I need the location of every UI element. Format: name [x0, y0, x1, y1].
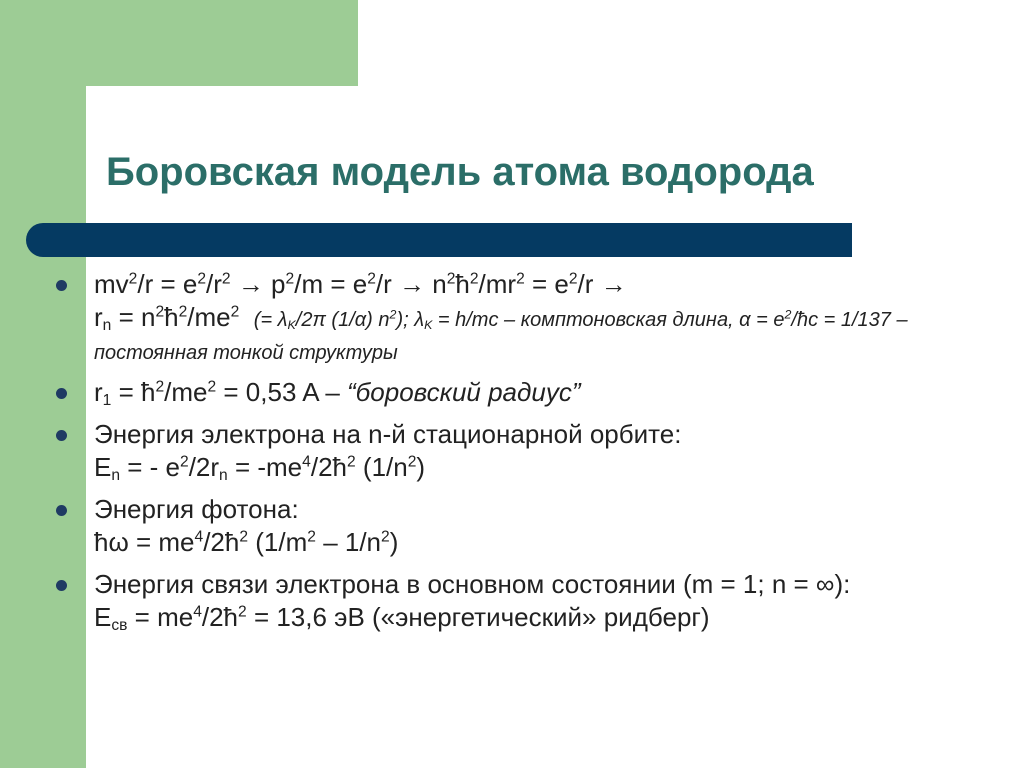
- bullet-item-orbit-condition: [50, 268, 1000, 367]
- formula-line: [94, 451, 1000, 484]
- bullet-dot-icon: [56, 580, 67, 591]
- formula-text: r: [94, 377, 103, 407]
- note-text: (= λ: [253, 309, 288, 331]
- item-text: Энергия электрона на n-й стационарной орбите:: [94, 419, 682, 449]
- bohr-radius-quote: “боровский радиус”: [347, 377, 581, 407]
- superscript: 2: [516, 270, 525, 288]
- formula-text: /r → n: [375, 269, 447, 299]
- superscript: 2: [221, 270, 231, 288]
- superscript: 2: [367, 270, 376, 288]
- superscript: 4: [302, 453, 311, 471]
- formula-text: /r = e: [137, 269, 198, 299]
- subscript: K: [287, 318, 296, 333]
- note-text: /ħc = 1/137 – постоянная тонкой структуры: [94, 309, 908, 364]
- formula-text: = e: [524, 269, 569, 299]
- superscript: 2: [381, 528, 390, 546]
- formula-line: [94, 301, 1000, 367]
- subscript: 1: [102, 391, 112, 409]
- bullet-list: [50, 268, 1000, 643]
- subscript: n: [111, 466, 121, 484]
- superscript: 2: [197, 270, 207, 288]
- formula-text: = 0,53 A –: [216, 377, 348, 407]
- formula-text: /2ħ: [201, 602, 239, 632]
- formula-text: = n: [111, 302, 156, 332]
- formula-text: (1/m: [248, 527, 308, 557]
- formula-text: /me: [187, 302, 231, 332]
- subscript: K: [424, 318, 433, 333]
- formula-text: = ħ: [111, 377, 156, 407]
- note-text: ); λ: [396, 309, 425, 331]
- formula-text: E: [94, 602, 112, 632]
- slide-title: Боровская модель атома водорода: [106, 150, 814, 194]
- formula-text: E: [94, 452, 112, 482]
- superscript: 2: [307, 528, 316, 546]
- formula-text: /r →: [577, 269, 627, 299]
- superscript: 2: [155, 378, 165, 396]
- formula-text: r: [94, 302, 103, 332]
- bullet-item-bohr-radius: [50, 376, 1000, 409]
- superscript: 4: [194, 528, 204, 546]
- superscript: 2: [155, 303, 165, 321]
- superscript: 2: [407, 453, 417, 471]
- formula-text: /mr: [478, 269, 517, 299]
- bullet-dot-icon: [56, 388, 67, 399]
- bullet-item-electron-energy: [50, 418, 1000, 484]
- bullet-item-binding-energy: [50, 568, 1000, 634]
- formula-text: – 1/n: [315, 527, 382, 557]
- superscript: 2: [568, 270, 578, 288]
- superscript: 2: [207, 378, 217, 396]
- formula-text: /r: [206, 269, 222, 299]
- formula-text: ): [416, 452, 426, 482]
- superscript: 2: [239, 528, 249, 546]
- formula-text: /2ħ: [310, 452, 347, 482]
- bullet-dot-icon: [56, 505, 67, 516]
- subscript: n: [102, 316, 112, 334]
- superscript: 2: [238, 603, 247, 621]
- formula-text: ħ: [455, 269, 470, 299]
- formula-text: = -me: [227, 452, 303, 482]
- subscript: св: [111, 616, 128, 634]
- top-band-decoration: [0, 0, 358, 86]
- superscript: 2: [230, 303, 240, 321]
- formula-text: → p: [230, 269, 286, 299]
- formula-text: ): [389, 527, 399, 557]
- title-underline-bar: [26, 223, 852, 257]
- formula-line: [94, 526, 1000, 559]
- superscript: 2: [285, 270, 295, 288]
- note-text: = h/mc – комптоновская длина, α = e: [432, 309, 785, 331]
- formula-text: /2r: [188, 452, 220, 482]
- note-text: /2π (1/α) n: [295, 309, 390, 331]
- superscript: 2: [389, 307, 397, 322]
- formula-text: /m = e: [294, 269, 368, 299]
- formula-text: = - e: [120, 452, 181, 482]
- item-text: Энергия связи электрона в основном состоянии (m = 1; n = ∞):: [94, 569, 851, 599]
- superscript: 2: [446, 270, 456, 288]
- formula-line: [94, 376, 1000, 409]
- formula-line: [94, 268, 1000, 301]
- item-text: Энергия фотона:: [94, 494, 299, 524]
- superscript: 2: [128, 270, 138, 288]
- formula-text: (1/n: [355, 452, 408, 482]
- formula-text: /2ħ: [203, 527, 240, 557]
- superscript: 2: [178, 303, 188, 321]
- superscript: 2: [784, 307, 792, 322]
- bullet-dot-icon: [56, 280, 67, 291]
- bullet-item-photon-energy: [50, 493, 1000, 559]
- subscript: n: [219, 466, 228, 484]
- formula-text: = me: [127, 602, 194, 632]
- formula-text: /me: [164, 377, 208, 407]
- formula-text: ħω = me: [94, 527, 195, 557]
- bullet-dot-icon: [56, 430, 67, 441]
- superscript: 2: [347, 453, 356, 471]
- superscript: 2: [469, 270, 479, 288]
- superscript: 4: [193, 603, 202, 621]
- superscript: 2: [180, 453, 189, 471]
- formula-line: [94, 601, 1000, 634]
- formula-text: ħ: [164, 302, 179, 332]
- formula-text: = 13,6 эВ («энергетический» ридберг): [246, 602, 710, 632]
- formula-text: mv: [94, 269, 129, 299]
